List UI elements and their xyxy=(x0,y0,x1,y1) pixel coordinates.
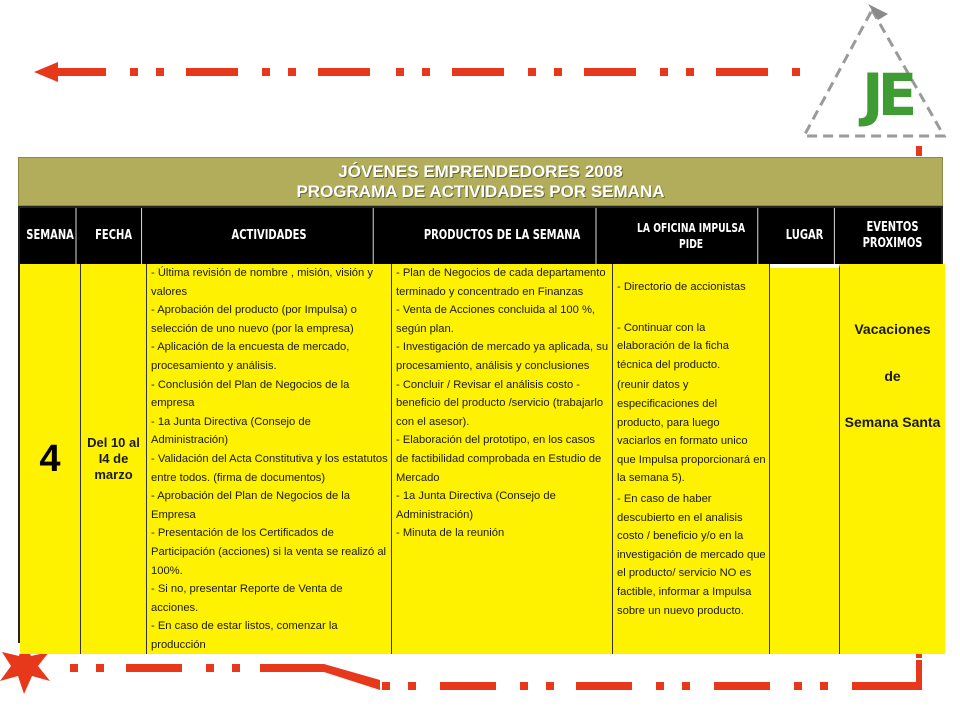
producto-item: - Venta de Acciones concluida al 100 %, según plan. xyxy=(396,304,596,335)
activities-table xyxy=(18,206,943,651)
banner-title: JÓVENES EMPRENDEDORES 2008 xyxy=(338,162,623,181)
actividad-item: - Validación del Acta Constitutiva y los estatutos entre todos. (firma de documentos) xyxy=(151,452,388,484)
producto-item: - Minuta de la reunión xyxy=(396,527,505,540)
productos-list xyxy=(392,264,612,543)
actividad-item: - Aplicación de la encuesta de mercado, procesamiento y análisis. xyxy=(151,341,350,372)
actividad-item: - Presentación de los Certificados de Participación (acciones) si la venta se realizó al 100%. xyxy=(151,527,387,577)
header-actividades: ACTIVIDADES xyxy=(165,208,373,264)
actividad-item: - Aprobación del producto (por Impulsa) o selección de uno nuevo (por la empresa) xyxy=(151,304,357,335)
actividades-list xyxy=(147,264,391,654)
logo-arrow-icon xyxy=(868,4,888,20)
actividad-item: - Si no, presentar Reporte de Venta de acciones. xyxy=(151,583,343,614)
actividad-item: - Conclusión del Plan de Negocios de la empresa xyxy=(151,378,350,410)
actividad-item: - Aprobación del Plan de Negocios de la Empresa xyxy=(151,490,351,521)
cell-productos xyxy=(392,264,613,654)
oficina-item: - Continuar con la elaboración de la ficha técnica del producto. xyxy=(617,321,729,371)
oficina-item: - Directorio de accionistas xyxy=(617,281,746,293)
cell-eventos xyxy=(840,264,945,654)
top-arrow-line xyxy=(34,62,800,82)
header-semana: SEMANA xyxy=(25,208,77,264)
logo-je: JE xyxy=(862,61,912,129)
oficina-item: (reunir datos y especificaciones del producto, para luego vaciarlos en formato unico que Impulsa proporcionará en la semana 5). xyxy=(617,379,766,485)
cell-fecha: Del 10 al I4 de marzo xyxy=(81,264,147,654)
producto-item: - Concluir / Revisar el análisis costo - beneficio del producto /servicio (trabajarlo con el asesor). xyxy=(396,378,604,428)
bottom-arrow-line xyxy=(70,660,922,690)
producto-item: - Investigación de mercado ya aplicada, su procesamiento, análisis y conclusiones xyxy=(396,341,609,372)
actividad-item: - 1a Junta Directiva (Consejo de Administración) xyxy=(151,415,311,447)
header-productos: PRODUCTOS DE LA SEMANA xyxy=(409,208,597,264)
header-fecha: FECHA xyxy=(86,208,142,264)
evento-line: Semana Santa xyxy=(844,414,941,431)
evento-line: Vacaciones xyxy=(854,321,931,337)
cell-lugar xyxy=(770,264,840,654)
producto-item: - 1a Junta Directiva (Consejo de Administración) xyxy=(396,490,556,521)
actividad-item: - En caso de estar listos, comenzar la producción xyxy=(151,620,338,651)
producto-item: - Plan de Negocios de cada departamento terminado y concentrado en Finanzas xyxy=(396,267,606,298)
oficina-list xyxy=(613,278,769,620)
producto-item: - Elaboración del prototipo, en los casos de factibilidad comprobada en Estudio de Mercado xyxy=(396,434,602,484)
left-arrowhead-icon xyxy=(34,62,58,82)
header-oficina: LA OFICINA IMPULSA PIDE xyxy=(625,208,758,264)
header-eventos: EVENTOS PROXIMOS xyxy=(848,208,937,264)
evento-line: de xyxy=(884,367,901,384)
header-lugar: LUGAR xyxy=(775,208,835,264)
program-banner xyxy=(18,157,943,206)
cell-semana: 4 xyxy=(20,264,81,654)
oficina-item: - En caso de haber descubierto en el analisis costo / beneficio y/o en la investigación de mercado que el producto/ servicio NO es factible, informar a Impulsa sobre un nuevo producto. xyxy=(617,492,766,617)
cell-actividades xyxy=(147,264,392,654)
banner-subtitle: PROGRAMA DE ACTIVIDADES POR SEMANA xyxy=(296,182,665,201)
cell-oficina xyxy=(613,264,770,654)
actividad-item: - Última revisión de nombre , misión, visión y valores xyxy=(151,267,373,298)
